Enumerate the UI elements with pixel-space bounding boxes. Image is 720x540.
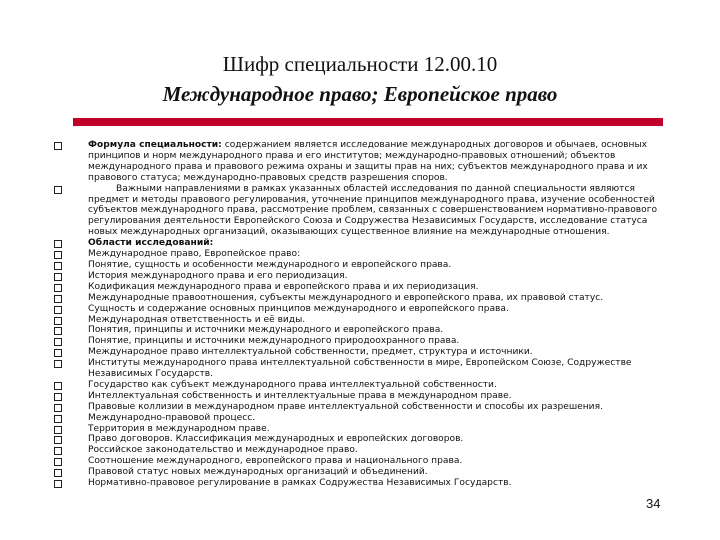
- square-bullet-icon: [54, 436, 62, 444]
- square-bullet-icon: [54, 415, 62, 423]
- slide-body: [48, 140, 668, 489]
- list-item-text: Нормативно-правовое регулирование в рамках Содружества Независимых Государств.: [88, 478, 512, 489]
- list-item: [48, 304, 668, 315]
- square-bullet-icon: [54, 262, 62, 270]
- list-item-text: Институты международного права интеллектуальной собственности в мире, Европейском Союзе, Содружестве Независимых Государств.: [88, 358, 632, 380]
- list-item: [48, 391, 668, 402]
- list-item: [48, 478, 668, 489]
- list-item-text: Правовой статус новых международных организаций и объединений.: [88, 467, 428, 478]
- formula-label: Формула специальности:: [88, 140, 222, 150]
- title-accent-bar: [73, 118, 663, 126]
- list-item-text: Интеллектуальная собственность и интеллектуальные права в международном праве.: [88, 390, 512, 401]
- square-bullet-icon: [54, 338, 62, 346]
- directions-text: Важными направлениями в рамках указанных областей исследования по данной специальности являются предмет и методы правового регулирования, уточнение принципов международного права, изучение особенностей субъектов международного права, рассмотрение проблем, связанных с совершенствованием нормативно-правового регулирования деятельности Европейского Союза и Содружества Независимых Государств, исследование статуса новых международных организаций, оказывающих существенное влияние на международные отношения.: [88, 183, 658, 238]
- list-item-text: Кодификация международного права и европейского права и их периодизация.: [88, 281, 479, 292]
- list-item-text: Государство как субъект международного права интеллектуальной собственности.: [88, 379, 497, 390]
- list-item-text: Международное право, Европейское право:: [88, 249, 301, 260]
- list-item-text: Сущность и содержание основных принципов международного и европейского права.: [88, 303, 509, 314]
- square-bullet-icon: [54, 295, 62, 303]
- list-item: [48, 402, 668, 413]
- list-item: [48, 260, 668, 271]
- list-item-text: Соотношение международного, европейского права и национального права.: [88, 456, 463, 467]
- list-item: [48, 249, 668, 260]
- square-bullet-icon: [54, 360, 62, 368]
- list-item-text: Право договоров. Классификация международных и европейских договоров.: [88, 434, 464, 445]
- list-item: [48, 413, 668, 424]
- square-bullet-icon: [54, 404, 62, 412]
- list-item-text: Правовые коллизии в международном праве интеллектуальной собственности и способы их разрешения.: [88, 401, 603, 412]
- square-bullet-icon: [54, 186, 62, 194]
- list-item-text: Российское законодательство и международное право.: [88, 445, 358, 456]
- square-bullet-icon: [54, 240, 62, 248]
- slide-title-name: Международное право; Европейское право: [162, 82, 558, 106]
- square-bullet-icon: [54, 469, 62, 477]
- square-bullet-icon: [54, 447, 62, 455]
- formula-text: содержанием является исследование международных договоров и обычаев, основных принципов и норм международного права и его институтов; международно-правовых отношений; объектов международного права и правового режима охраны и защиты прав на них; субъектов международного права и их правового статуса; международно-правовых средств разрешения споров.: [88, 140, 648, 183]
- list-item: [48, 424, 668, 435]
- list-item: [48, 445, 668, 456]
- square-bullet-icon: [54, 306, 62, 314]
- list-item-text: История международного права и его периодизация.: [88, 270, 348, 281]
- list-item: [48, 456, 668, 467]
- square-bullet-icon: [54, 284, 62, 292]
- list-item-directions: [48, 184, 668, 239]
- square-bullet-icon: [54, 317, 62, 325]
- list-item: [48, 347, 668, 358]
- list-item-text: Понятия, принципы и источники международного и европейского права.: [88, 325, 444, 336]
- research-heading: Области исследований:: [88, 238, 214, 249]
- square-bullet-icon: [54, 349, 62, 357]
- square-bullet-icon: [54, 273, 62, 281]
- square-bullet-icon: [54, 142, 62, 150]
- list-item-text: Понятие, сущность и особенности международного и европейского права.: [88, 259, 452, 270]
- list-item-text: Международно-правовой процесс.: [88, 412, 256, 423]
- list-item: [48, 325, 668, 336]
- square-bullet-icon: [54, 458, 62, 466]
- list-item: [48, 293, 668, 304]
- list-item-formula: [48, 140, 668, 184]
- list-item: [48, 282, 668, 293]
- square-bullet-icon: [54, 251, 62, 259]
- list-item: [48, 358, 668, 380]
- list-item: [48, 271, 668, 282]
- list-item-text: Международная ответственность и её виды.: [88, 314, 306, 325]
- list-item-text: Территория в международном праве.: [88, 423, 270, 434]
- list-item-text: Понятие, принципы и источники международного природоохранного права.: [88, 336, 460, 347]
- list-item: [48, 336, 668, 347]
- list-item: [48, 380, 668, 391]
- slide-title-code: Шифр специальности 12.00.10: [222, 52, 498, 76]
- list-item-text: Международное право интеллектуальной собственности, предмет, структура и источники.: [88, 347, 533, 358]
- square-bullet-icon: [54, 382, 62, 390]
- square-bullet-icon: [54, 393, 62, 401]
- square-bullet-icon: [54, 327, 62, 335]
- list-item: [48, 467, 668, 478]
- list-item: [48, 434, 668, 445]
- list-item-research-heading: [48, 238, 668, 249]
- list-item: [48, 315, 668, 326]
- square-bullet-icon: [54, 426, 62, 434]
- list-item-text: Международные правоотношения, субъекты международного и европейского права, их правовой статус.: [88, 292, 604, 303]
- square-bullet-icon: [54, 480, 62, 488]
- page-number: 34: [646, 496, 661, 511]
